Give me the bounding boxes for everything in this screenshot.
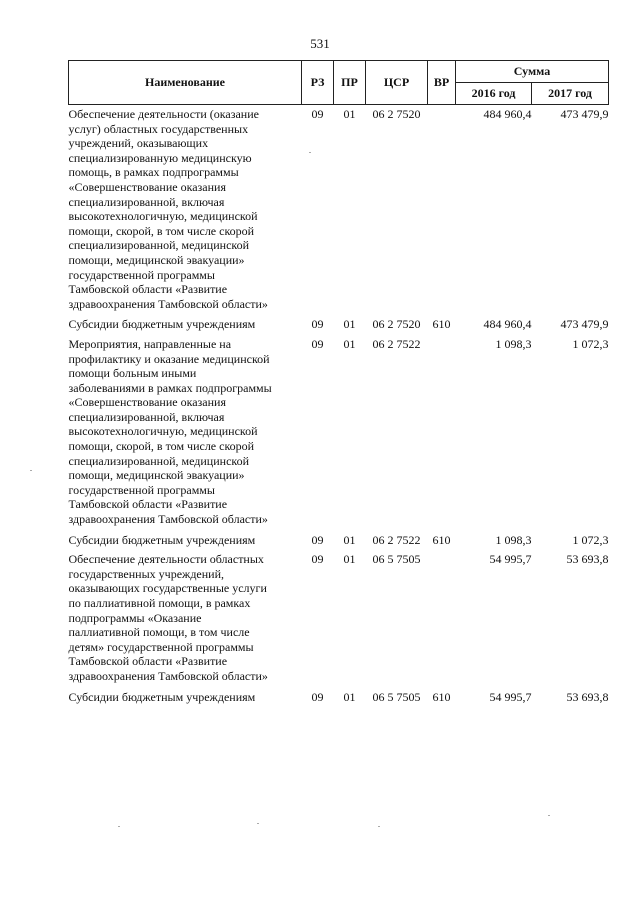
row-vr — [428, 105, 456, 315]
row-name-line: здравоохранения Тамбовской области» — [68, 296, 268, 311]
row-name-line: помощи, скорой, в том числе скорой — [68, 223, 255, 238]
row-pr: 01 — [343, 107, 356, 121]
row-name-line: Тамбовской области «Развитие — [68, 654, 228, 669]
row-name-line: «Совершенствование оказания — [68, 395, 226, 410]
row-name-line: «Совершенствование оказания — [68, 179, 226, 194]
row-name — [69, 687, 302, 708]
row-name — [69, 105, 302, 315]
row-name-line: Обеспечение деятельности областных — [68, 552, 264, 567]
table-row — [69, 550, 609, 686]
header-sum: Сумма — [456, 61, 609, 83]
row-name — [69, 530, 302, 551]
row-name-line: профилактику и оказание медицинской — [68, 351, 270, 366]
row-pr: 01 — [343, 532, 356, 547]
scan-speck — [257, 823, 259, 824]
page-number: 531 — [310, 36, 330, 51]
row-name-line: здравоохранения Тамбовской области» — [68, 512, 268, 527]
row-name-line: помощи, медицинской эвакуации» — [68, 468, 245, 483]
row-name-line: государственных учреждений, — [68, 566, 225, 581]
row-name-line: высокотехнологичную, медицинской — [68, 209, 258, 224]
row-name-line: здравоохранения Тамбовской области» — [68, 668, 268, 683]
table-body — [69, 105, 609, 708]
row-pr: 01 — [343, 552, 356, 567]
row-name-line: услуг) областных государственных — [68, 121, 249, 136]
row-name-line: Обеспечение деятельности (оказание — [68, 107, 259, 121]
table-row — [69, 314, 609, 335]
row-rz: 09 — [311, 689, 324, 704]
row-name-line: помощи, скорой, в том числе скорой — [68, 439, 255, 454]
row-name-line: Субсидии бюджетным учреждениям — [68, 532, 256, 547]
row-pr: 01 — [343, 317, 356, 332]
row-vr — [428, 550, 456, 686]
row-name-line: Тамбовской области «Развитие — [68, 282, 228, 297]
row-name-line: детям» государственной программы — [68, 639, 254, 654]
table-row — [69, 335, 609, 530]
header-vr: ВР — [428, 61, 456, 105]
row-csr: 06 2 7520 — [372, 107, 421, 121]
row-name-line: специализированной, медицинской — [68, 453, 250, 468]
row-csr: 06 5 7505 — [372, 689, 421, 704]
scan-speck — [378, 826, 380, 827]
header-csr: ЦСР — [366, 61, 428, 105]
row-name-line: заболеваниями в рамках подпрограммы — [68, 380, 272, 395]
row-amount-2017: 473 479,9 — [560, 317, 609, 332]
row-name-line: Субсидии бюджетным учреждениям — [68, 317, 256, 332]
row-name-line: специализированную медицинскую — [68, 150, 252, 165]
row-name-line: государственной программы — [68, 267, 215, 282]
row-rz: 09 — [311, 317, 324, 332]
row-name-line: паллиативной помощи, в том числе — [68, 625, 250, 640]
row-name-line: по паллиативной помощи, в рамках — [68, 596, 251, 610]
row-amount-2017: 53 693,8 — [566, 552, 609, 567]
row-pr: 01 — [343, 689, 356, 704]
row-name-line: высокотехнологичную, медицинской — [68, 424, 258, 439]
row-name-line: учреждений, оказывающих — [68, 136, 209, 151]
row-name — [69, 335, 302, 530]
row-rz: 09 — [311, 107, 324, 121]
row-name-line: подпрограммы «Оказание — [68, 610, 202, 625]
table-row — [69, 530, 609, 551]
row-name-line: помощь, в рамках подпрограммы — [68, 165, 239, 180]
row-vr: 610 — [432, 532, 451, 547]
row-name-line: государственной программы — [68, 482, 215, 497]
table-row — [69, 105, 609, 315]
row-csr: 06 2 7522 — [372, 336, 421, 351]
row-name-line: помощи больным иными — [68, 366, 197, 381]
scan-speck — [30, 470, 32, 471]
row-amount-2017: 473 479,9 — [560, 107, 609, 121]
header-name: Наименование — [69, 61, 302, 105]
row-amount-2017: 1 072,3 — [572, 336, 609, 351]
header-year-2017: 2017 год — [532, 83, 609, 105]
row-amount-2016: 484 960,4 — [483, 317, 532, 332]
row-csr: 06 2 7520 — [372, 317, 421, 332]
row-csr: 06 2 7522 — [372, 532, 421, 547]
header-year-2016: 2016 год — [456, 83, 532, 105]
row-rz: 09 — [311, 532, 324, 547]
row-name-line: помощи, медицинской эвакуации» — [68, 252, 245, 267]
row-name — [69, 314, 302, 335]
row-vr — [428, 335, 456, 530]
row-name-line: специализированной, включая — [68, 194, 225, 209]
row-amount-2016: 54 995,7 — [489, 552, 532, 567]
scan-speck — [548, 815, 550, 816]
row-amount-2016: 54 995,7 — [489, 689, 532, 704]
scan-speck — [118, 826, 120, 827]
row-amount-2017: 1 072,3 — [572, 532, 609, 547]
row-vr: 610 — [432, 317, 451, 332]
row-name-line: Мероприятия, направленные на — [68, 336, 232, 351]
row-rz: 09 — [311, 336, 324, 351]
header-rz: РЗ — [302, 61, 334, 105]
row-vr: 610 — [432, 689, 451, 704]
row-rz: 09 — [311, 552, 324, 567]
row-pr: 01 — [343, 336, 356, 351]
row-amount-2016: 484 960,4 — [483, 107, 532, 121]
row-csr: 06 5 7505 — [372, 552, 421, 567]
budget-table — [68, 60, 609, 707]
row-amount-2016: 1 098,3 — [495, 532, 532, 547]
row-amount-2016: 1 098,3 — [495, 336, 532, 351]
row-name-line: Тамбовской области «Развитие — [68, 497, 228, 512]
scan-speck — [309, 152, 311, 153]
row-name-line: специализированной, включая — [68, 409, 225, 424]
row-name-line: оказывающих государственные услуги — [68, 581, 267, 596]
table-row — [69, 687, 609, 708]
row-amount-2017: 53 693,8 — [566, 689, 609, 704]
header-pr: ПР — [334, 61, 366, 105]
row-name-line: Субсидии бюджетным учреждениям — [68, 689, 256, 704]
row-name — [69, 550, 302, 686]
row-name-line: специализированной, медицинской — [68, 238, 250, 253]
